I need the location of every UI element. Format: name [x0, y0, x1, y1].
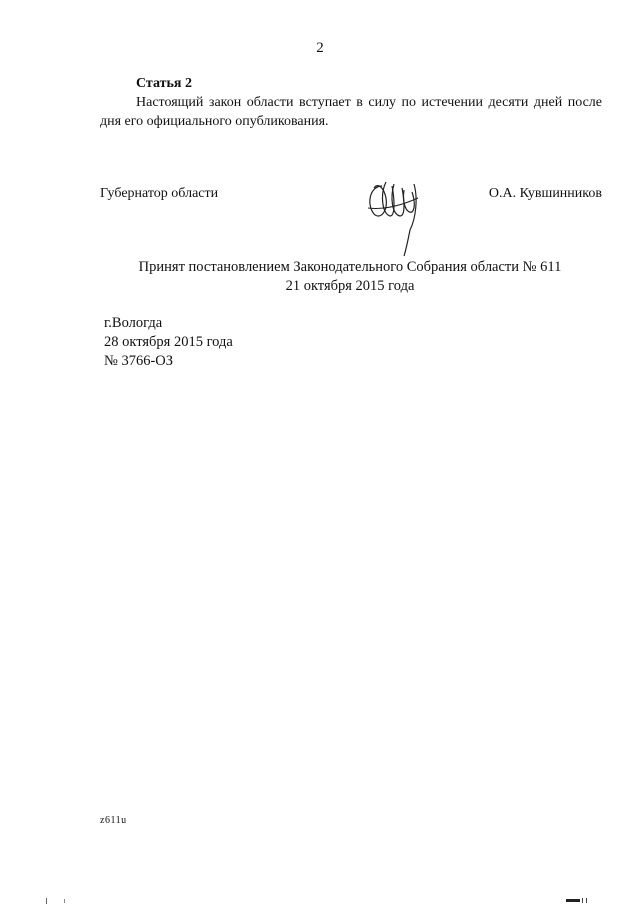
- adoption-resolution: Принят постановлением Законодательного Собрания области № 611: [138, 259, 562, 275]
- footer-code: z611u: [100, 815, 127, 826]
- page-number: 2: [316, 40, 324, 56]
- governor-name: О.А. Кувшинников: [488, 186, 602, 201]
- adoption-date: 21 октября 2015 года: [285, 278, 415, 294]
- scan-artifacts: [0, 896, 640, 905]
- signing-date: 28 октября 2015 года: [104, 334, 233, 350]
- city: г.Вологда: [104, 315, 163, 331]
- article-heading: Статья 2: [136, 76, 192, 91]
- handwritten-signature: [360, 168, 430, 258]
- place-date-number: [104, 314, 233, 371]
- adoption-note: [0, 258, 640, 296]
- governor-title: Губернатор области: [100, 186, 219, 201]
- article-body: Настоящий закон области вступает в силу по истечении десяти дней после дня его официального опубликования.: [100, 95, 602, 129]
- law-number: № 3766-ОЗ: [104, 353, 174, 369]
